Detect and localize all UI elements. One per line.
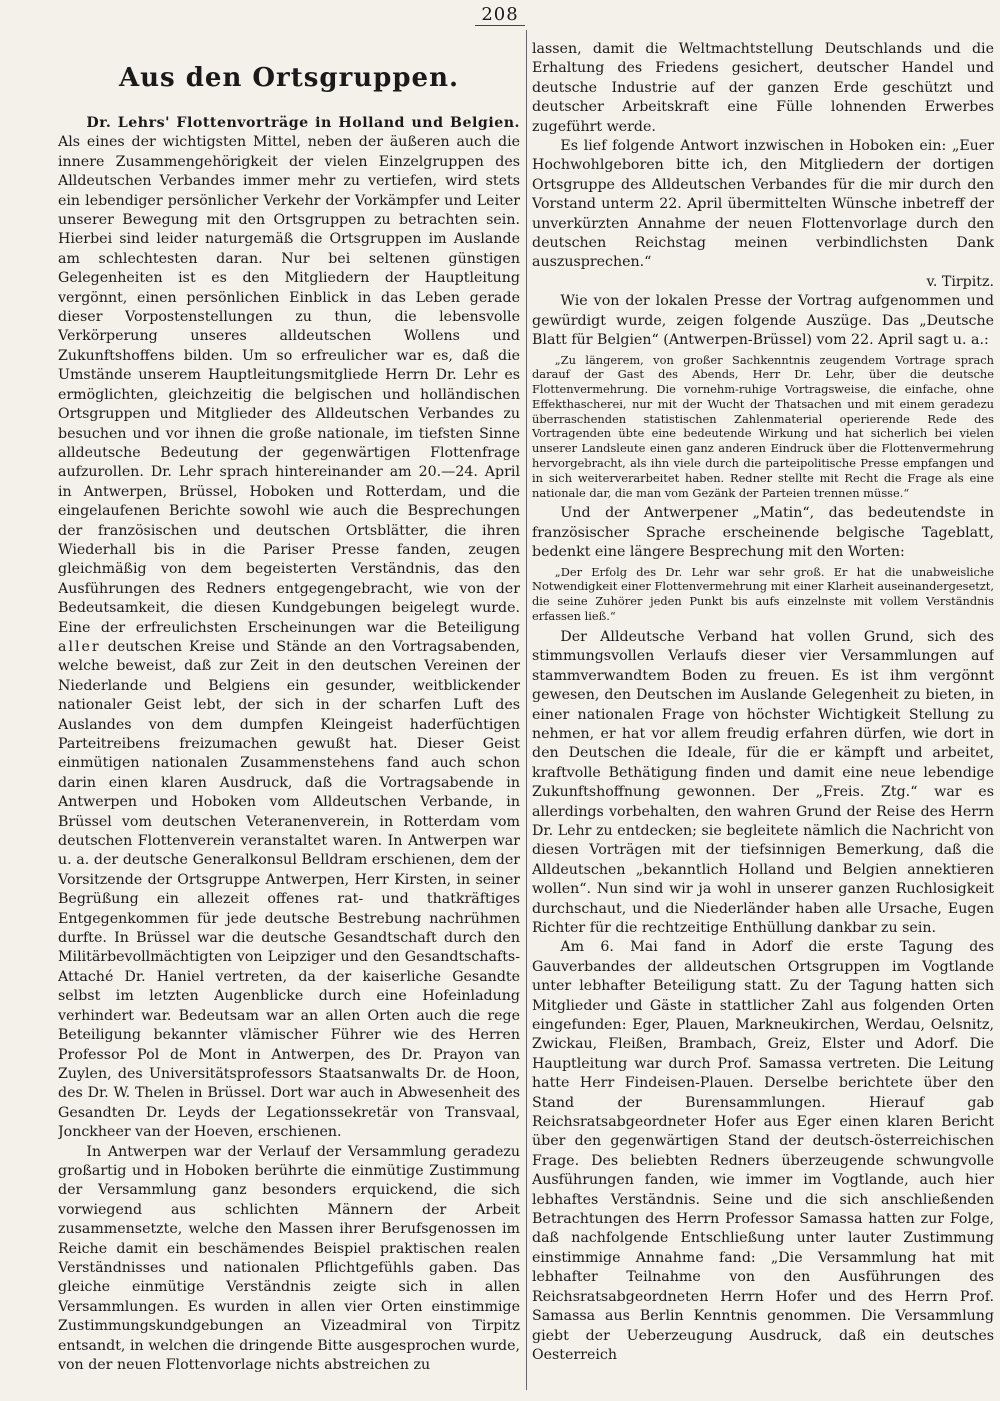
paragraph-text: deutschen Kreise und Stände an den Vortragsabenden, welche beweist, daß zur Zeit in den deutschen Vereinen der Niederlande und Belgiens ein gesunder, weitblickender nationaler Geist lebt, der sich in der scharfen Luft des Auslandes von dem dumpfen Kleingeist haderfüchtigen Parteitreibens freizumachen gewußt hat. Dieser Geist einmütigen nationalen Zusammenstehens fand auch schon darin einen klaren Ausdruck, daß die Vortragsabende in Antwerpen und Hoboken vom Alldeutschen Verbande, in Brüssel vom deutschen Veteranenverein, in Rotterdam vom deutschen Flottenverein veranstaltet waren. In Antwerpen war u. a. der deutsche Generalkonsul Belldram erschienen, dem der Vorsitzende der Ortsgruppe Antwerpen, Herr Kirsten, in seiner Begrüßung ein allezeit offenes rat- und thatkräftiges Entgegenkommen für jede deutsche Bestrebung nachrühmen durfte. In Brüssel war die deutsche Gesandtschaft durch den Militärbevollmächtigten von Leipziger und den Gesandtschafts-Attaché Dr. Haniel vertreten, da der kaiserliche Gesandte selbst im letzten Augenblicke durch eine Hofeinladung verhindert war. Bedeutsam war an allen Orten auch die rege Beteiligung bekannter vlämischer Führer wie des Herren Professor Pol de Mont in Antwerpen, des Dr. Prayon van Zuylen, des Universitätsprofessors Staatsanwalts Dr. de Hoon, des Dr. W. Thelen in Brüssel. Dort war auch in Abwesenheit des Gesandten Dr. Leyds der Legationssekretär von Transvaal, Jonckheer van der Hoeven, erschienen. <box>58 638 520 1141</box>
article-paragraph: Und der Antwerpener „Matin“, das bedeutendste in französischer Sprache erscheinende belgische Tageblatt, bedenkt eine längere Besprechung mit den Worten: <box>532 505 994 561</box>
press-quote: „Der Erfolg des Dr. Lehr war sehr groß. Er hat die unabweisliche Notwendigkeit einer Flottenvermehrung mit einer Klarheit auseinandergesetzt, die seine Zuhörer jeden Punkt bis aufs einzelnste mit vollem Verständnis erfassen ließ.“ <box>532 564 994 624</box>
article-paragraph: Wie von der lokalen Presse der Vortrag aufgenommen und gewürdigt wurde, zeigen folgende Auszüge. Das „Deutsche Blatt für Belgien“ (Antwerpen-Brüssel) vom 22. April sagt u. a.: <box>532 293 994 349</box>
press-quote: „Zu längerem, von großer Sachkenntnis zeugendem Vortrage sprach darauf der Gast des Abends, Herr Dr. Lehr, über die deutsche Flottenvermehrung. Die vornehm-ruhige Vortragsweise, die einfache, ohne Effekthascherei, nur mit der Wucht der Thatsachen und mit einem geradezu überraschenden statistischen Zahlenmaterial operierende Rede des Vortragenden übte eine bedeutende Wirkung und hat sicherlich bei vielen unserer Landsleute einen ganz anderen Eindruck über die Flottenvermehrung hervorgebracht, als ihn viele durch die parteipolitische Presse empfangen und in sich weiterverarbeitet haben. Redner stellte mit Recht die Frage als eine nationale dar, die man vom Gezänk der Parteien trennen müsse.“ <box>532 352 994 500</box>
page-number: 208 <box>0 4 1000 25</box>
article-paragraph: In Antwerpen war der Verlauf der Versammlung geradezu großartig und in Hoboken berührte die einmütige Zustimmung der Versammlung ganz besonders erquickend, die sich vorwiegend aus schlichten Männern der Arbeit zusammensetzte, welche den Massen ihrer Berufsgenossen im Reiche damit ein beschämendes Beispiel praktischen realen Verständnisses und nationalen Pflichtgefühls gaben. Das gleiche einmütige Verständnis zeigte sich in allen Versammlungen. Es wurden in allen vier Orten einstimmige Zustimmungskundgebungen an Vizeadmiral von Tirpitz entsandt, in welchen die dringende Bitte ausgesprochen wurde, von der neuen Flottenvorlage nichts abstreichen zu <box>58 1143 520 1373</box>
article-paragraph: Der Alldeutsche Verband hat vollen Grund, sich des stimmungsvollen Verlaufs dieser vier Versammlungen auf stammverwandtem Boden zu freuen. Es ist ihm vergönnt gewesen, den Deutschen im Auslande Gelegenheit zu bieten, in einer nationalen Frage von höchster Wichtigkeit Stellung zu nehmen, er hat vor allem freudig erfahren dürfen, wie dort in den Deutschen die Ideale, für die er kämpft und arbeitet, kraftvolle Bethätigung finden und damit eine neue lebendige Zukunftshoffnung gewonnen. Der „Freis. Ztg.“ war es allerdings vorbehalten, den wahren Grund der Reise des Herrn Dr. Lehr zu entdecken; sie begleitete nämlich die Nachricht von diesen Vorträgen mit der tiefsinnigen Bemerkung, daß die Alldeutschen „bekanntlich Holland und Belgien annektieren wollen“. Nun sind wir ja wohl in unserer ganzen Ruchlosigkeit durchschaut, und die Niederländer haben alle Ursache, Eugen Richter für die rechtzeitige Enthüllung dankbar zu sein. <box>532 628 994 936</box>
right-column <box>532 40 994 1390</box>
left-column <box>58 40 520 1390</box>
article-paragraph: Es lief folgende Antwort inzwischen in Hoboken ein: „Euer Hochwohlgeboren bitte ich, den Mitgliedern der dortigen Ortsgruppe des Alldeutschen Verbandes für die mir durch den Vorstand unterm 22. April übermittelten Wünsche inbetreff der unverkürzten Annahme der neuen Flottenvorlage durch den deutschen Reichstag meinen verbindlichsten Dank auszusprechen.“ <box>532 138 994 271</box>
article-subheading: Dr. Lehrs' Flottenvorträge in Holland und Belgien. <box>86 115 520 131</box>
spaced-word: aller <box>58 638 101 655</box>
paragraph-text: Als eines der wichtigsten Mittel, neben der äußeren auch die innere Zusammengehörigkeit der vielen Einzelgruppen des Alldeutschen Verbandes immer mehr zu vertiefen, wird stets ein lebendiger persönlicher Verkehr der Vorkämpfer und Leiter unserer Bewegung mit den Ortsgruppen zu betrachten sein. Hierbei sind leider naturgemäß die Ortsgruppen im Auslande am schlechtesten daran. Nur bei seltenen günstigen Gelegenheiten ist es den Mitgliedern der Hauptleitung vergönnt, einen persönlichen Einblick in das Leben gerade dieser Vorpostenstellungen zu thun, die lebensvolle Verkörperung unseres alldeutschen Wollens und Zukunftshoffens bilden. Um so erfreulicher war es, daß die Umstände unserem Hauptleitungsmitgliede Herrn Dr. Lehr es ermöglichten, gleichzeitig die belgischen und holländischen Ortsgruppen und Mitglieder des Alldeutschen Verbandes zu besuchen und vor ihnen die große nationale, im tiefsten Sinne alldeutsche Bedeutung der gegenwärtigen Flottenfrage aufzurollen. Dr. Lehr sprach hintereinander am 20.—24. April in Antwerpen, Brüssel, Hoboken und Rotterdam, und die eingelaufenen Berichte sowohl wie auch die Besprechungen der französischen und deutschen Ortsblätter, die ihren Wiederhall bis in die Pariser Presse fanden, zeugen gleichmäßig von dem begeisterten Verständnis, das den Ausführungen des Redners entgegengebracht, wie von der Bedeutsamkeit, die diesen Kundgebungen beigelegt wurde. Eine der erfreulichsten Erscheinungen war die Beteiligung <box>58 134 520 636</box>
article-paragraph: Am 6. Mai fand in Adorf die erste Tagung des Gauverbandes der alldeutschen Ortsgruppen im Vogtlande unter lebhafter Beteiligung statt. Zu der Tagung hatten sich Mitglieder und Gäste in stattlicher Zahl aus folgenden Orten eingefunden: Eger, Plauen, Markneukirchen, Werdau, Oelsnitz, Zwickau, Fleißen, Brambach, Greiz, Elster und Adorf. Die Hauptleitung war durch Prof. Samassa vertreten. Die Leitung hatte Herr Findeisen-Plauen. Derselbe berichtete über den Stand der Burensammlungen. Hierauf gab Reichsratsabgeordneter Hofer aus Eger einen klaren Bericht über den gegenwärtigen Stand der deutsch-österreichischen Frage. Des beliebten Redners überzeugende schwungvolle Ausführungen fanden, wie immer im Vogtlande, auch hier lebhaftes Verständnis. Seine und die sich anschließenden Betrachtungen des Herrn Professor Samassa hatten zur Folge, daß nachfolgende Entschließung unter lauter Zustimmung einstimmige Annahme fand: „Die Versammlung hat mit lebhafter Teilnahme von den Ausführungen des Reichsratsabgeordneten Herrn Hofer und des Herrn Prof. Samassa aus Berlin Kenntnis genommen. Die Versammlung giebt der Ueberzeugung Ausdruck, daß ein deutsches Oesterreich <box>532 939 994 1363</box>
article-paragraph: lassen, damit die Weltmachtstellung Deutschlands und die Erhaltung des Friedens gesichert, deutscher Handel und deutsche Industrie auf der ganzen Erde geschützt und deutscher Arbeitskraft eine Fülle lohnenden Erwerbes zugeführt werde. <box>532 41 994 135</box>
column-divider <box>526 30 527 1390</box>
signature-line: v. Tirpitz. <box>926 273 994 290</box>
article-paragraph <box>58 114 520 1143</box>
section-heading: Aus den Ortsgruppen. <box>118 63 460 93</box>
